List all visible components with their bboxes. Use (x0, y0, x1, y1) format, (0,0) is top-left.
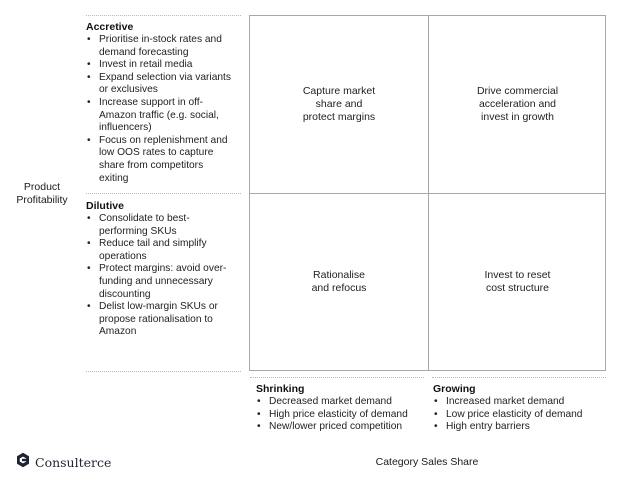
column-growing-title: Growing (433, 383, 476, 395)
quadrant-top-right (429, 16, 606, 193)
list-item-line: propose rationalisation to (99, 313, 213, 325)
list-item-line: • Consolidate to best- (99, 213, 190, 224)
list-item (86, 238, 248, 263)
quadrant-text-line: Invest to reset (484, 269, 551, 281)
list-item-line: operations (99, 250, 147, 262)
list-item-line: Amazon traffic (e.g. social, (99, 109, 219, 121)
quadrant-bottom-right (429, 194, 606, 370)
list-item (86, 34, 248, 59)
consulterce-logo-icon (16, 452, 30, 473)
row-accretive-list (86, 34, 248, 185)
brand-logo (16, 452, 111, 473)
brand-name: Consulterce (35, 455, 112, 470)
list-item-line: or exclusives (99, 84, 158, 96)
quadrant-text-line: Capture market (302, 85, 376, 97)
list-item: • New/lower priced competition (256, 421, 428, 434)
list-item-line: • Reduce tail and simplify (99, 238, 207, 250)
list-item-line: • Delist low-margin SKUs or (99, 301, 218, 313)
divider-top (86, 15, 241, 16)
list-item-line: demand forecasting (99, 46, 189, 58)
quadrant-text-line: invest in growth (481, 111, 554, 123)
row-dilutive-list (86, 213, 248, 339)
list-item-line: Amazon (99, 326, 137, 338)
list-item: • Increased market demand (433, 396, 608, 409)
list-item-line: exiting (99, 172, 129, 184)
list-item (86, 97, 248, 135)
list-item (86, 213, 248, 238)
list-item: • High price elasticity of demand (256, 409, 428, 422)
quadrant-text-line: Drive commercial (476, 85, 559, 97)
x-axis-label: Category Sales Share (375, 456, 479, 468)
list-item (86, 263, 248, 301)
list-item-line: performing SKUs (99, 225, 177, 237)
column-shrinking-list (256, 396, 428, 434)
list-item (86, 72, 248, 97)
quadrant-text-line: and refocus (311, 282, 367, 294)
divider-middle (86, 193, 241, 194)
list-item-line: • Protect margins: avoid over- (99, 263, 227, 275)
quadrant-top-left (250, 16, 428, 193)
quadrant-text-line: Rationalise (313, 269, 365, 281)
list-item: • Low price elasticity of demand (433, 409, 608, 422)
y-axis-label (8, 181, 76, 207)
list-item (86, 135, 248, 185)
column-growing-list (433, 396, 608, 434)
list-item-line: • Invest in retail media (99, 59, 193, 71)
list-item-line: funding and unnecessary (99, 275, 213, 287)
list-item: • Decreased market demand (256, 396, 428, 409)
column-shrinking-title: Shrinking (256, 383, 305, 395)
column-growing (433, 383, 608, 434)
list-item (86, 301, 248, 339)
list-item-line: • Expand selection via variants (99, 71, 231, 83)
divider-shrinking (250, 377, 424, 378)
divider-growing (432, 377, 606, 378)
quadrant-bottom-left (250, 194, 428, 370)
column-shrinking (256, 383, 428, 434)
quadrant-text-line: protect margins (302, 111, 376, 123)
row-dilutive (86, 200, 248, 339)
row-dilutive-title: Dilutive (86, 200, 124, 212)
list-item-line: • Prioritise in-stock rates and (99, 34, 222, 45)
quadrant-text-line: acceleration and (478, 98, 557, 110)
divider-bottom (86, 371, 241, 372)
row-accretive (86, 21, 248, 185)
list-item-line: share from competitors (99, 159, 204, 171)
y-axis-label-line2: Profitability (16, 194, 68, 206)
quadrant-text-line: share and (315, 98, 363, 110)
list-item-line: • Increase support in off- (99, 96, 204, 108)
row-accretive-title: Accretive (86, 21, 134, 33)
list-item-line: • Focus on replenishment and (99, 134, 228, 146)
list-item (86, 59, 248, 72)
y-axis-label-line1: Product (23, 181, 61, 193)
list-item-line: low OOS rates to capture (99, 147, 214, 159)
list-item-line: discounting (99, 288, 151, 300)
list-item-line: influencers) (99, 122, 152, 134)
quadrant-text-line: cost structure (485, 282, 549, 294)
list-item: • High entry barriers (433, 421, 608, 434)
